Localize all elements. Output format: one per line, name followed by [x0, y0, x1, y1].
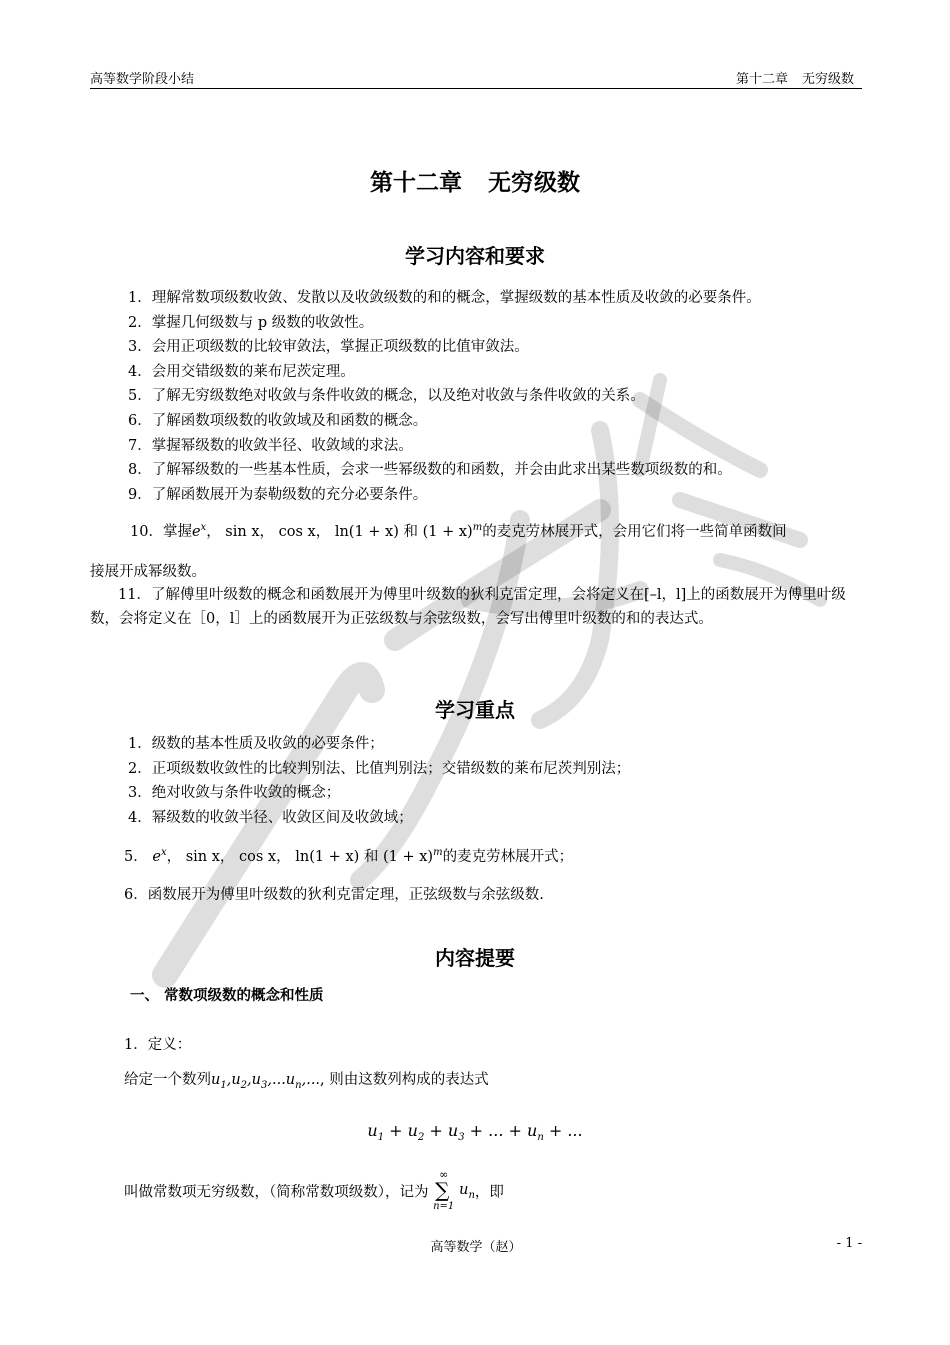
list-item: 1．级数的基本性质及收敛的必要条件； [128, 736, 384, 752]
list-item: 7．掌握幂级数的收敛半径、收敛域的求法。 [128, 437, 413, 454]
formula-cos: cos x [239, 849, 277, 865]
page-number: - 1 - [836, 1236, 862, 1251]
key-point-5 [124, 845, 573, 866]
series-named-suffix: ，即 [474, 1184, 504, 1201]
summation-term-base: u [459, 1181, 469, 1198]
list-item: 3．会用正项级数的比较审敛法，掌握正项级数的比值审敛法。 [128, 339, 529, 356]
key-points-list [128, 732, 868, 830]
definition-suffix: 则由这数列构成的表达式 [329, 1072, 489, 1088]
comma: ， [276, 849, 291, 865]
summation-term-sub: n [468, 1189, 475, 1201]
definition-prefix: 给定一个数列 [124, 1072, 211, 1088]
comma: ， [315, 524, 331, 540]
series-named-prefix: 叫做常数项无穷级数，（简称常数项级数），记为 [124, 1184, 429, 1201]
requirement-10-continued: 接展开成幂级数。 [90, 564, 206, 580]
formula-ex-exp: x [200, 522, 207, 534]
summation-upper: ∞ [439, 1168, 449, 1181]
requirement-10-prefix: 10．掌握 [130, 524, 192, 540]
key-point-5-suffix: 的麦克劳林展开式； [442, 849, 574, 865]
key-point-5-prefix: 5． [124, 849, 148, 865]
formula-sin: sin x [225, 524, 260, 540]
formula-power [383, 849, 443, 865]
series-named-text [124, 1168, 504, 1214]
summation-symbol: ∑ [435, 1178, 450, 1202]
comma: ， [166, 849, 182, 865]
formula-ln: ln(1 + x) [334, 524, 399, 540]
subsection-heading: 一、 常数项级数的概念和性质 [130, 988, 324, 1004]
formula-power [423, 524, 483, 540]
comma: ， [259, 524, 275, 540]
series-expression: $u_1 + u_2 + u_3$ + ... + $u_n$ + ... [367, 1121, 583, 1144]
list-item: 4．会用交错级数的莱布尼茨定理。 [128, 363, 355, 380]
requirement-11: 11．了解傅里叶级数的概念和函数展开为傅里叶级数的狄利克雷定理，会将定义在[–l，l]上的函数展开为傅里叶级数，会将定义在［0，l］上的函数展开为正弦级数与余弦级数，会写出傅里叶级数的和的表达式。 [90, 587, 846, 627]
comma: ， [206, 524, 221, 540]
formula-power-exp: m [433, 847, 443, 859]
list-item: 2．正项级数收敛性的比较判别法、比值判别法；交错级数的莱布尼茨判别法； [128, 760, 631, 777]
definition-label: 1．定义： [124, 1037, 192, 1053]
formula-power-base: (1 + x) [422, 524, 473, 540]
header-right [736, 68, 854, 87]
chapter-title [0, 164, 950, 197]
section-heading-key-points: 学习重点 [435, 698, 515, 722]
list-item: 8．了解幂级数的一些基本性质，会求一些幂级数的和函数，并会由此求出某些数项级数的和。 [128, 462, 732, 479]
summation-term [459, 1181, 475, 1201]
chapter-name: 无穷级数 [488, 170, 580, 196]
list-item: 1．理解常数项级数收敛、发散以及收敛级数的和的概念，掌握级数的基本性质及收敛的必要条件。 [128, 290, 761, 306]
comma: ， [219, 849, 235, 865]
formula-power-base: (1 + x) [383, 849, 434, 865]
list-item: 4．幂级数的收敛半径、收敛区间及收敛域； [128, 809, 413, 826]
formula-cos: cos x [278, 524, 316, 540]
conjunction: 和 [403, 524, 418, 540]
list-item: 6．了解函数项级数的收敛域及和函数的概念。 [128, 412, 428, 429]
section-heading-summary: 内容提要 [435, 946, 515, 970]
chapter-number: 第十二章 [370, 170, 462, 196]
requirements-list [128, 286, 868, 507]
formula-power-exp: m [472, 522, 483, 534]
summation-notation [433, 1168, 459, 1214]
header-left: 高等数学阶段小结 [90, 72, 195, 87]
formula-ex [192, 524, 206, 540]
requirement-10-suffix: 的麦克劳林展开式，会用它们将一些简单函数间 [482, 524, 787, 540]
section-heading-requirements: 学习内容和要求 [405, 244, 545, 268]
header-chapter-title: 无穷级数 [801, 72, 854, 87]
footer-title: 高等数学（赵） [430, 1240, 522, 1255]
page-header [90, 68, 862, 89]
list-item: 9．了解函数展开为泰勒级数的充分必要条件。 [128, 486, 428, 503]
definition-text: 给定一个数列$u_1,u_2,u_3,...u_n$,..., 则由这数列构成的表达式 [124, 1072, 489, 1091]
requirement-10 [130, 520, 787, 541]
formula-ex [152, 849, 166, 865]
key-point-6: 6．函数展开为傅里叶级数的狄利克雷定理，正弦级数与余弦级数. [124, 887, 544, 903]
formula-ex-base: e [152, 849, 161, 865]
sequence-formula: $u_1,u_2,u_3,...u_n$,... [211, 1072, 321, 1091]
formula-sin: sin x [185, 849, 220, 865]
formula-ex-base: e [191, 524, 201, 540]
formula-ln: ln(1 + x) [295, 849, 360, 865]
header-chapter: 第十二章 [735, 72, 788, 87]
list-item: 5．了解无穷级数绝对收敛与条件收敛的概念，以及绝对收敛与条件收敛的关系。 [128, 388, 645, 405]
formula-ex-exp: x [160, 847, 167, 859]
list-item: 2．掌握几何级数与 p 级数的收敛性。 [128, 314, 374, 331]
list-item: 3．绝对收敛与条件收敛的概念； [128, 785, 341, 802]
conjunction: 和 [363, 849, 379, 865]
summation-lower: n=1 [433, 1201, 455, 1212]
